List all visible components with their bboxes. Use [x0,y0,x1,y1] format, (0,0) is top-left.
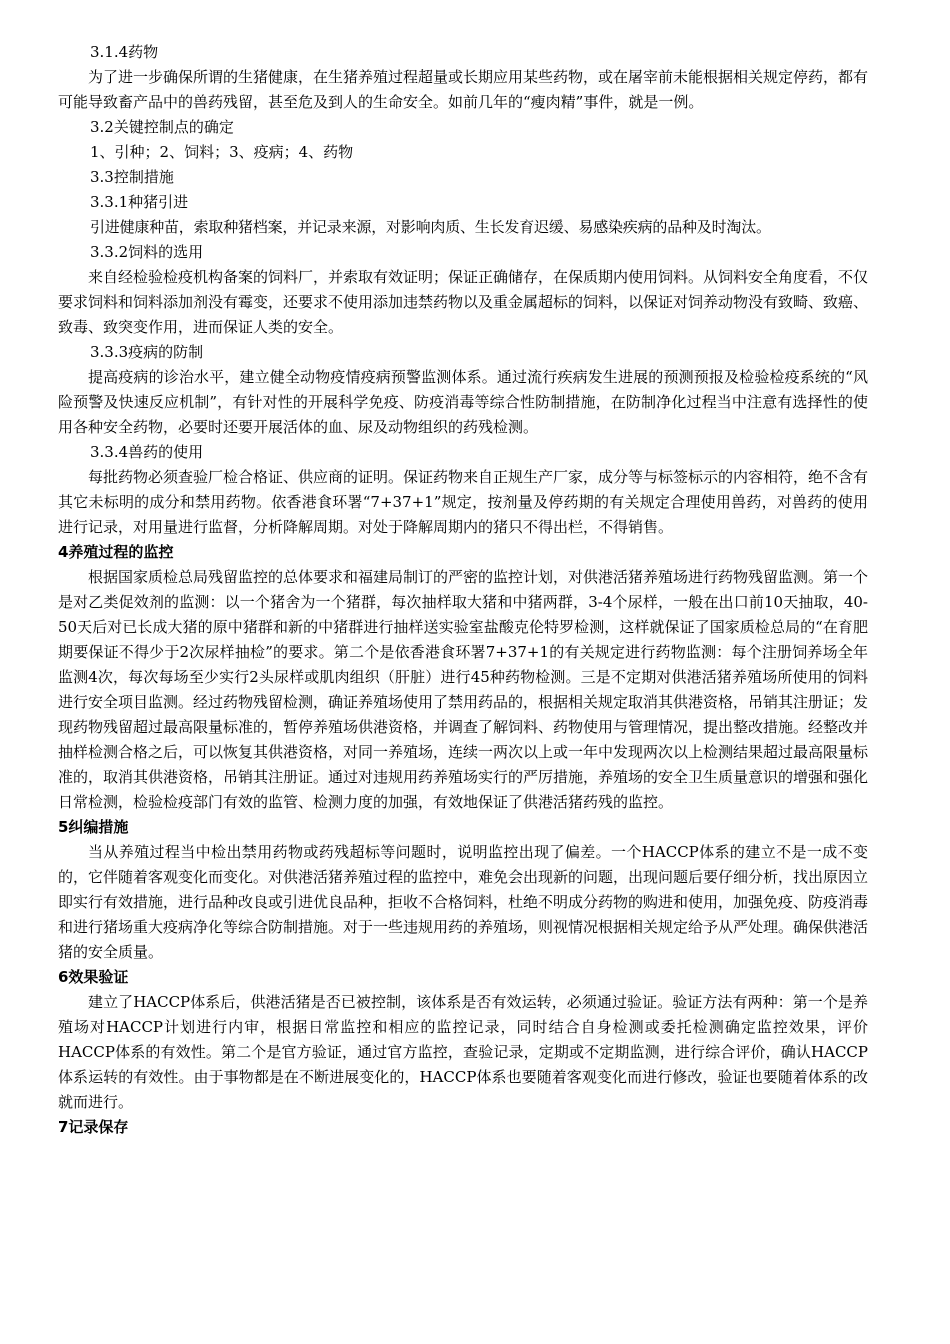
section-3-3-3-title: 3.3.3疫病的防制 [90,343,204,361]
section-3-3-1-title: 3.3.1种猪引进 [90,193,189,211]
section-3-1-4-title: 3.1.4药物 [90,43,159,61]
section-3-3-3-paragraph: 提高疫病的诊治水平，建立健全动物疫情疫病预警监测体系。通过流行疾病发生进展的预测预报及检验检疫系统的“风险预警及快速反应机制”，有针对性的开展科学免疫、防疫消毒等综合性防制措施，在防制净化过程当中注意有选择性的使用各种安全药物，必要时还要开展活体的血、尿及动物组织的药残检测。 [58,368,868,436]
section-6-paragraph: 建立了HACCP体系后，供港活猪是否已被控制，该体系是否有效运转，必须通过验证。验证方法有两种：第一个是养殖场对HACCP计划进行内审，根据日常监控和相应的监控记录，同时结合自身检测或委托检测确定监控效果，评价HACCP体系的有效性。第二个是官方验证，通过官方监控，查验记录，定期或不定期监测，进行综合评价，确认HACCP体系运转的有效性。由于事物都是在不断进展变化的，HACCP体系也要随着客观变化而进行修改，验证也要随着体系的改就而进行。 [58,993,868,1111]
section-4-paragraph: 根据国家质检总局残留监控的总体要求和福建局制订的严密的监控计划，对供港活猪养殖场进行药物残留监测。第一个是对乙类促效剂的监测：以一个猪舍为一个猪群，每次抽样取大猪和中猪两群，3-4个尿样，一般在出口前10天抽取，40-50天后对已长成大猪的原中猪群和新的中猪群进行抽样送实验室盐酸克伦特罗检测，这样就保证了国家质检总局的“在育肥期要保证不得少于2次尿样抽检”的要求。第二个是依香港食环署7+37+1的有关规定进行药物监测：每个注册饲养场全年监测4次，每次每场至少实行2头尿样或肌肉组织（肝脏）进行45种药物检测。三是不定期对供港活猪养殖场所使用的饲料进行安全项目监测。经过药物残留检测，确证养殖场使用了禁用药品的，根据相关规定取消其供港资格，吊销其注册证；发现药物残留超过最高限量标准的，暂停养殖场供港资格，并调查了解饲料、药物使用与管理情况，提出整改措施。经整改并抽样检测合格之后，可以恢复其供港资格，对同一养殖场，连续一两次以上或一年中发现两次以上检测结果超过最高限量标准的，取消其供港资格，吊销其注册证。通过对违规用药养殖场实行的严厉措施，养殖场的安全卫生质量意识的增强和强化日常检测，检验检疫部门有效的监管、检测力度的加强，有效地保证了供港活猪药残的监控。 [58,568,869,811]
section-5-paragraph: 当从养殖过程当中检出禁用药物或药残超标等问题时，说明监控出现了偏差。一个HACCP体系的建立不是一成不变的，它伴随着客观变化而变化。对供港活猪养殖过程的监控中，难免会出现新的问题，出现问题后要仔细分析，找出原因立即实行有效措施，进行品种改良或引进优良品种，拒收不合格饲料，杜绝不明成分药物的购进和使用，加强免疫、防疫消毒和进行猪场重大疫病净化等综合防制措施。对于一些违规用药的养殖场，则视情况根据相关规定给予从严处理。确保供港活猪的安全质量。 [58,843,869,961]
section-5-heading: 5纠编措施 [58,818,129,836]
section-3-3-2-paragraph: 来自经检验检疫机构备案的饲料厂，并索取有效证明；保证正确储存，在保质期内使用饲料。从饲料安全角度看，不仅要求饲料和饲料添加剂没有霉变，还要求不使用添加违禁药物以及重金属超标的饲料，以保证对饲养动物没有致畸、致癌、致毒、致突变作用，进而保证人类的安全。 [58,268,869,336]
section-3-3-1-paragraph: 引进健康种苗，索取种猪档案，并记录来源，对影响肉质、生长发育迟缓、易感染疾病的品种及时淘汰。 [90,218,771,236]
section-7-heading: 7记录保存 [58,1118,129,1136]
section-3-3-4-title: 3.3.4兽药的使用 [90,443,204,461]
section-3-2-title: 3.2关键控制点的确定 [90,118,234,136]
section-3-3-title: 3.3控制措施 [90,168,174,186]
section-3-2-list: 1、引种；2、饲料；3、疫病；4、药物 [90,143,354,161]
section-3-1-4-paragraph: 为了进一步确保所谓的生猪健康，在生猪养殖过程超量或长期应用某些药物，或在屠宰前未能根据相关规定停药，都有可能导致畜产品中的兽药残留，甚至危及到人的生命安全。如前几年的“瘦肉精”事件，就是一例。 [58,68,869,111]
section-4-heading: 4养殖过程的监控 [58,543,174,561]
section-3-3-2-title: 3.3.2饲料的选用 [90,243,204,261]
section-3-3-4-paragraph: 每批药物必须查验厂检合格证、供应商的证明。保证药物来自正规生产厂家，成分等与标签标示的内容相符，绝不含有其它未标明的成分和禁用药物。依香港食环署“7+37+1”规定，按剂量及停药期的有关规定合理使用兽药，对兽药的使用进行记录，对用量进行监督，分析降解周期。对处于降解周期内的猪只不得出栏，不得销售。 [58,468,869,536]
section-6-heading: 6效果验证 [58,968,129,986]
